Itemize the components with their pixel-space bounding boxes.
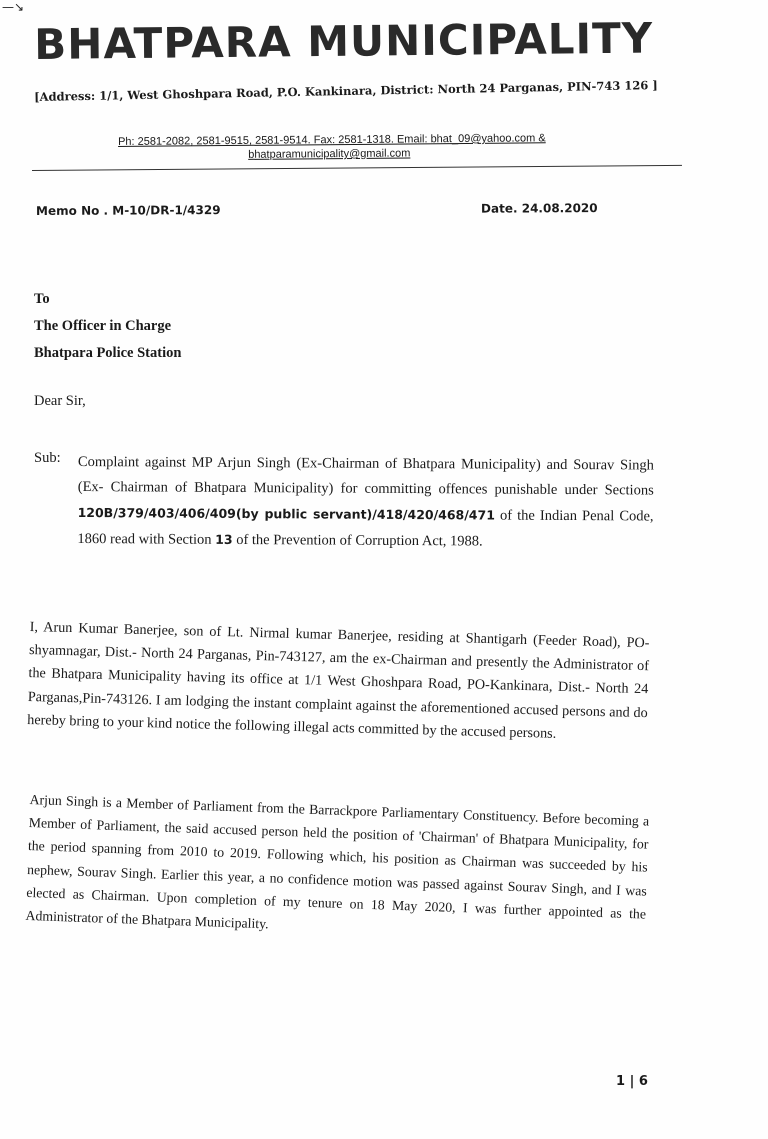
memo-row xyxy=(36,201,616,224)
subject-section-13: 13 xyxy=(215,531,233,547)
letterhead-contact xyxy=(118,132,598,162)
subject-text-end: of the Prevention of Corruption Act, 1988. xyxy=(232,531,483,550)
paragraph-complainant: I, Arun Kumar Banerjee, son of Lt. Nirmal kumar Banerjee, residing at Shantigarh (Feeder Road), PO-shyamnagar, Dist.- North 24 Parganas, Pin-743127, am the ex-Chairman and presently the Administrator of the Bhatpara Municipality having its office at 1/1 West Ghoshpara Road, PO-Kankinara, Dist.- North 24 Parganas,Pin-743126. I am lodging the instant complaint against the aforementioned accused persons and do hereby bring to your kind notice the following illegal acts committed by the accused persons. xyxy=(27,618,650,742)
addressee-station: Bhatpara Police Station xyxy=(34,345,182,361)
corner-mark: —↘ xyxy=(2,0,25,14)
memo-date: Date. 24.08.2020 xyxy=(480,201,598,216)
letterhead-title: BHATPARA MUNICIPALITY xyxy=(34,13,654,69)
memo-number: Memo No . M-10/DR-1/4329 xyxy=(36,203,221,218)
addressee-to: To xyxy=(34,291,50,307)
salutation: Dear Sir, xyxy=(34,393,86,409)
letterhead-divider xyxy=(32,165,682,171)
subject-sections: 120B/379/403/406/409(by public servant)/418/420/468/471 xyxy=(77,504,495,523)
subject-text xyxy=(77,450,654,556)
subject-label: Sub: xyxy=(34,450,61,466)
contact-line-2: bhatparamunicipality@gmail.com xyxy=(248,147,411,161)
letterhead-address: [Address: 1/1, West Ghoshpara Road, P.O. Kankinara, District: North 24 Parganas, PIN-743 126 ] xyxy=(34,78,658,104)
contact-line-1: Ph: 2581-2082, 2581-9515, 2581-9514. Fax: 2581-1318. Email: bhat_09@yahoo.com & xyxy=(118,132,546,148)
subject-text-mid: of the Indian Penal Code, 1860 read with Section xyxy=(77,507,654,548)
page-number: 1 | 6 xyxy=(616,1074,648,1089)
paragraph-background: Arjun Singh is a Member of Parliament from the Barrackpore Parliamentary Constituency. Before becoming a Member of Parliament, the said accused person held the position of 'Chairman' of Bhatpara Municipality, for the period spanning from 2010 to 2019. Following which, his position as Chairman was succeeded by his nephew, Sourav Singh. Earlier this year, a no confidence motion was passed against Sourav Singh, and I was elected as Chairman. Upon completion of my tenure on 18 May 2020, I was further appointed as the Administrator of the Bhatpara Municipality. xyxy=(25,791,650,932)
addressee-block xyxy=(34,286,181,367)
addressee-recipient: The Officer in Charge xyxy=(34,318,172,334)
subject-text-start: Complaint against MP Arjun Singh (Ex-Chairman of Bhatpara Municipality) and Sourav Singh (Ex- Chairman of Bhatpara Municipality) for committing offences punishable under Sections xyxy=(77,453,654,499)
